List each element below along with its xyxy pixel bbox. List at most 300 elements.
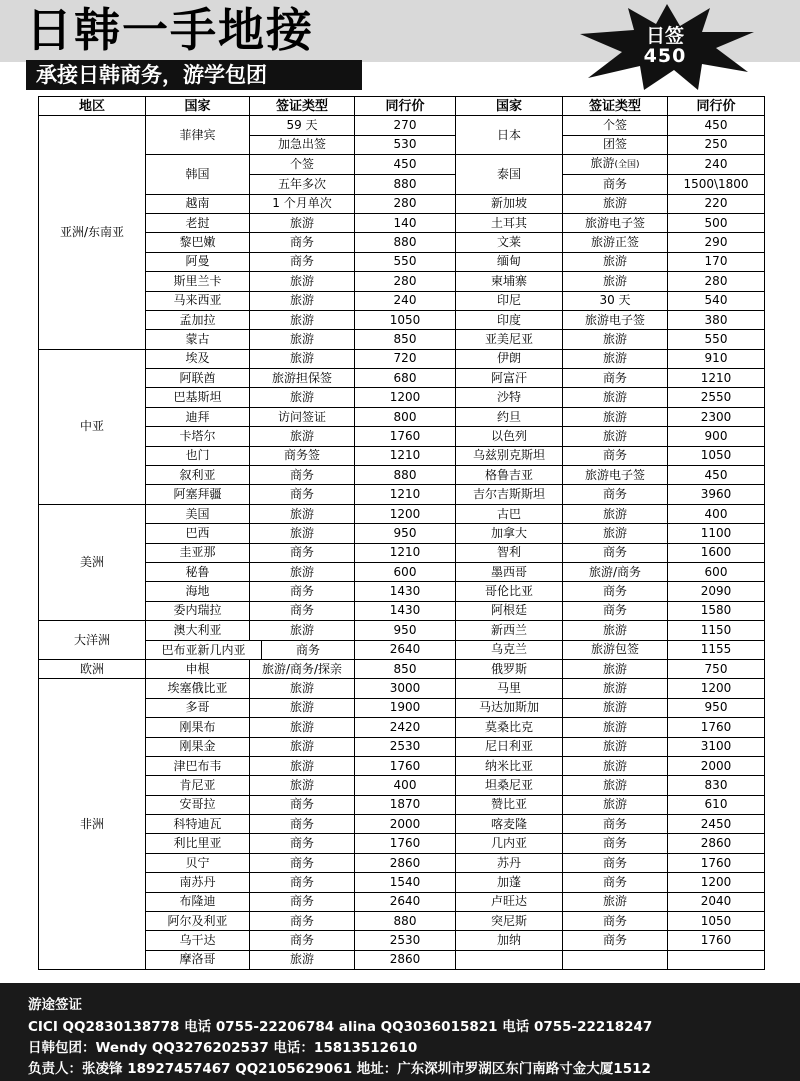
badge-price: 450 — [643, 45, 687, 67]
country-cell: 黎巴嫩 — [146, 233, 250, 252]
price-cell: 2000 — [355, 815, 456, 834]
price-cell: 1200 — [355, 388, 456, 407]
visa-type-cell: 个签 — [563, 116, 668, 135]
price-cell: 880 — [355, 912, 456, 931]
country-cell: 吉尔吉斯斯坦 — [456, 485, 563, 504]
table-row — [39, 659, 765, 678]
header-visa-type: 签证类型 — [250, 97, 355, 116]
country-cell: 澳大利亚 — [146, 621, 250, 640]
country-cell: 斯里兰卡 — [146, 272, 250, 291]
country-cell: 马里 — [456, 679, 563, 698]
visa-type-cell: 旅游担保签 — [250, 369, 355, 388]
table-row — [39, 369, 765, 388]
visa-type-cell: 商务 — [250, 601, 355, 620]
table-row — [39, 291, 765, 310]
country-cell: 南苏丹 — [146, 873, 250, 892]
visa-type-cell: 旅游 — [563, 621, 668, 640]
visa-type-cell: 旅游电子签 — [563, 213, 668, 232]
price-cell: 850 — [355, 330, 456, 349]
price-cell: 2090 — [668, 582, 765, 601]
visa-type-cell: 商务 — [250, 853, 355, 872]
visa-type-cell: 旅游 — [563, 524, 668, 543]
country-cell: 利比里亚 — [146, 834, 250, 853]
price-cell: 2640 — [355, 640, 456, 659]
price-cell: 2530 — [355, 737, 456, 756]
visa-type-cell: 旅游 — [250, 756, 355, 775]
country-cell: 尼日利亚 — [456, 737, 563, 756]
price-cell: 280 — [355, 194, 456, 213]
price-cell: 290 — [668, 233, 765, 252]
table-row — [39, 640, 765, 659]
region-cell: 非洲 — [39, 679, 146, 970]
visa-type-cell: 旅游电子签 — [563, 466, 668, 485]
visa-type-cell: 个签 — [250, 155, 355, 175]
visa-type-cell: 商务 — [250, 815, 355, 834]
visa-type-cell: 旅游 — [250, 330, 355, 349]
region-cell: 亚洲/东南亚 — [39, 116, 146, 349]
price-cell: 380 — [668, 310, 765, 329]
visa-type-cell: 旅游电子签 — [563, 310, 668, 329]
price-cell: 1150 — [668, 621, 765, 640]
country-cell: 坦桑尼亚 — [456, 776, 563, 795]
country-cell: 津巴布韦 — [146, 756, 250, 775]
price-cell: 950 — [355, 524, 456, 543]
price-cell — [668, 950, 765, 969]
price-cell: 280 — [668, 272, 765, 291]
price-cell: 800 — [355, 407, 456, 426]
table-row — [39, 737, 765, 756]
visa-type-cell: 旅游 — [250, 310, 355, 329]
table-row — [39, 621, 765, 640]
country-cell: 纳米比亚 — [456, 756, 563, 775]
country-cell: 申根 — [146, 659, 250, 678]
visa-type-cell: 商务 — [250, 873, 355, 892]
price-cell: 2450 — [668, 815, 765, 834]
price-cell: 1100 — [668, 524, 765, 543]
visa-type-cell: 旅游 — [250, 213, 355, 232]
price-cell: 2300 — [668, 407, 765, 426]
country-cell: 阿尔及利亚 — [146, 912, 250, 931]
visa-type-cell: 旅游 — [250, 291, 355, 310]
visa-type-cell: 旅游 — [563, 892, 668, 911]
price-cell: 2530 — [355, 931, 456, 950]
price-cell: 2860 — [355, 853, 456, 872]
table-row — [39, 853, 765, 872]
visa-type-cell: 商务 — [250, 485, 355, 504]
price-cell: 450 — [668, 466, 765, 485]
country-cell: 贝宁 — [146, 853, 250, 872]
visa-type-cell: 旅游 — [563, 272, 668, 291]
price-cell: 280 — [355, 272, 456, 291]
visa-type-note: (全国) — [614, 160, 640, 171]
price-cell: 1050 — [668, 912, 765, 931]
price-cell: 1200 — [355, 504, 456, 523]
country-cell: 突尼斯 — [456, 912, 563, 931]
visa-type-cell: 商务签 — [250, 446, 355, 465]
visa-type-cell: 商务 — [563, 815, 668, 834]
country-cell: 卡塔尔 — [146, 427, 250, 446]
table-row — [39, 504, 765, 523]
footer-manager-address: 负责人：张凌锋 18927457467 QQ2105629061 地址：广东深圳市罗湖区东门南路寸金大厦1512 — [28, 1061, 651, 1077]
country-cell: 泰国 — [456, 155, 563, 194]
price-cell: 1210 — [355, 485, 456, 504]
america-rows — [39, 504, 765, 620]
visa-type-cell: 商务 — [250, 892, 355, 911]
visa-type-cell: 旅游 — [250, 504, 355, 523]
visa-type-cell: 商务 — [295, 642, 320, 657]
price-cell: 1580 — [668, 601, 765, 620]
table-row — [39, 892, 765, 911]
visa-type-cell: 旅游 — [563, 679, 668, 698]
country-cell: 美国 — [146, 504, 250, 523]
country-cell: 沙特 — [456, 388, 563, 407]
country-cell: 加拿大 — [456, 524, 563, 543]
price-cell: 1500\1800 — [668, 175, 765, 194]
table-row — [39, 718, 765, 737]
country-cell: 迪拜 — [146, 407, 250, 426]
visa-type-cell: 旅游 — [250, 272, 355, 291]
visa-type-cell: 商务 — [250, 931, 355, 950]
price-cell: 1540 — [355, 873, 456, 892]
country-cell: 刚果布 — [146, 718, 250, 737]
visa-type-cell: 商务 — [563, 369, 668, 388]
price-cell: 550 — [355, 252, 456, 271]
country-cell: 马来西亚 — [146, 291, 250, 310]
country-cell: 以色列 — [456, 427, 563, 446]
price-cell: 950 — [355, 621, 456, 640]
price-cell: 750 — [668, 659, 765, 678]
table-row — [39, 776, 765, 795]
table-row — [39, 834, 765, 853]
price-cell: 900 — [668, 427, 765, 446]
visa-type-cell: 旅游 — [563, 504, 668, 523]
country-cell: 布隆迪 — [146, 892, 250, 911]
country-cell: 秘鲁 — [146, 562, 250, 581]
visa-type-cell: 商务 — [563, 175, 668, 194]
central-asia-rows — [39, 349, 765, 504]
country-cell: 阿塞拜疆 — [146, 485, 250, 504]
visa-type-cell: 商务 — [250, 466, 355, 485]
price-cell: 1600 — [668, 543, 765, 562]
country-cell: 阿富汗 — [456, 369, 563, 388]
region-cell: 美洲 — [39, 504, 146, 620]
price-cell: 1200 — [668, 873, 765, 892]
visa-type-cell: 旅游 — [563, 427, 668, 446]
table-row — [39, 407, 765, 426]
country-cell: 柬埔寨 — [456, 272, 563, 291]
price-cell: 270 — [355, 116, 456, 135]
country-cell: 乌干达 — [146, 931, 250, 950]
price-cell: 1210 — [668, 369, 765, 388]
price-cell: 600 — [355, 562, 456, 581]
visa-type-cell: 旅游包签 — [563, 640, 668, 659]
table-row — [39, 446, 765, 465]
country-cell: 格鲁吉亚 — [456, 466, 563, 485]
header-price: 同行价 — [355, 97, 456, 116]
price-cell: 540 — [668, 291, 765, 310]
subtitle-banner: 承接日韩商务，游学包团 — [26, 60, 362, 90]
country-cell: 莫桑比克 — [456, 718, 563, 737]
country-cell: 伊朗 — [456, 349, 563, 368]
table-row — [39, 524, 765, 543]
country-cell: 赞比亚 — [456, 795, 563, 814]
country-cell: 海地 — [146, 582, 250, 601]
country-cell: 摩洛哥 — [146, 950, 250, 969]
country-cell: 阿根廷 — [456, 601, 563, 620]
price-cell: 680 — [355, 369, 456, 388]
country-cell: 喀麦隆 — [456, 815, 563, 834]
price-cell: 500 — [668, 213, 765, 232]
africa-rows — [39, 679, 765, 970]
table-row — [39, 679, 765, 698]
price-cell: 400 — [355, 776, 456, 795]
price-cell: 2640 — [355, 892, 456, 911]
country-cell: 新加坡 — [456, 194, 563, 213]
table-row — [39, 213, 765, 232]
price-cell: 600 — [668, 562, 765, 581]
visa-type-cell: 商务 — [250, 795, 355, 814]
price-cell: 3960 — [668, 485, 765, 504]
visa-type-cell: 商务 — [563, 446, 668, 465]
visa-type-cell: 商务 — [563, 853, 668, 872]
table-row — [39, 873, 765, 892]
table-row — [39, 388, 765, 407]
visa-type-cell: 1 个月单次 — [250, 194, 355, 213]
price-cell: 400 — [668, 504, 765, 523]
country-cell: 缅甸 — [456, 252, 563, 271]
country-cell: 也门 — [146, 446, 250, 465]
visa-type-cell: 旅游 — [250, 776, 355, 795]
table-row — [39, 562, 765, 581]
visa-type-cell: 旅游 — [250, 349, 355, 368]
visa-type-cell: 商务 — [250, 252, 355, 271]
page-title: 日韩一手地接 — [26, 3, 314, 57]
visa-type-cell: 商务 — [563, 543, 668, 562]
visa-type-cell: 旅游 — [563, 718, 668, 737]
visa-type-cell: 商务 — [250, 912, 355, 931]
price-cell: 1760 — [668, 853, 765, 872]
visa-type-cell: 商务 — [250, 543, 355, 562]
country-cell: 新西兰 — [456, 621, 563, 640]
price-cell: 250 — [668, 135, 765, 154]
table-row — [39, 272, 765, 291]
country-cell: 文莱 — [456, 233, 563, 252]
country-cell: 巴西 — [146, 524, 250, 543]
table-row — [39, 698, 765, 717]
country-cell: 委内瑞拉 — [146, 601, 250, 620]
visa-type-cell: 商务 — [563, 834, 668, 853]
table-row — [39, 815, 765, 834]
price-cell: 1870 — [355, 795, 456, 814]
country-cell: 土耳其 — [456, 213, 563, 232]
price-cell: 1760 — [355, 427, 456, 446]
visa-type-cell: 商务 — [250, 834, 355, 853]
country-cell: 马达加斯加 — [456, 698, 563, 717]
country-cell: 亚美尼亚 — [456, 330, 563, 349]
footer-group-contact: 日韩包团：Wendy QQ3276202537 电话：15813512610 — [28, 1040, 418, 1056]
visa-type-cell: 五年多次 — [250, 175, 355, 194]
country-cell: 加蓬 — [456, 873, 563, 892]
visa-type-cell: 旅游/商务 — [563, 562, 668, 581]
visa-type-cell: 旅游 — [563, 756, 668, 775]
price-cell: 2860 — [355, 950, 456, 969]
table-row — [39, 233, 765, 252]
country-cell: 乌克兰 — [456, 640, 563, 659]
price-cell: 1050 — [355, 310, 456, 329]
country-cell: 日本 — [456, 116, 563, 155]
visa-type-cell — [563, 950, 668, 969]
country-cell: 约旦 — [456, 407, 563, 426]
country-cell: 苏丹 — [456, 853, 563, 872]
table-row — [39, 931, 765, 950]
price-cell: 1210 — [355, 543, 456, 562]
table-row — [39, 950, 765, 969]
price-cell: 2000 — [668, 756, 765, 775]
header-country: 国家 — [456, 97, 563, 116]
header-visa-type: 签证类型 — [563, 97, 668, 116]
visa-type-cell: 加急出签 — [250, 135, 355, 154]
header-country: 国家 — [146, 97, 250, 116]
visa-type-cell: 旅游 — [250, 679, 355, 698]
table-row — [39, 194, 765, 213]
price-cell: 2040 — [668, 892, 765, 911]
region-cell: 欧洲 — [39, 659, 146, 678]
country-cell: 巴布亚新几内亚 — [146, 641, 262, 659]
country-cell: 叙利亚 — [146, 466, 250, 485]
table-row — [39, 795, 765, 814]
country-cell: 埃塞俄比亚 — [146, 679, 250, 698]
visa-type-cell: 旅游正签 — [563, 233, 668, 252]
visa-type-cell: 旅游 — [250, 427, 355, 446]
price-cell: 1200 — [668, 679, 765, 698]
visa-type-cell: 旅游 — [563, 698, 668, 717]
country-cell: 越南 — [146, 194, 250, 213]
visa-price-table — [38, 96, 765, 970]
country-cell: 印度 — [456, 310, 563, 329]
price-cell: 1760 — [668, 931, 765, 950]
price-cell: 1900 — [355, 698, 456, 717]
country-cell: 巴基斯坦 — [146, 388, 250, 407]
country-cell: 印尼 — [456, 291, 563, 310]
country-cell: 加纳 — [456, 931, 563, 950]
table-header-row — [39, 97, 765, 116]
country-cell: 蒙古 — [146, 330, 250, 349]
price-cell: 1210 — [355, 446, 456, 465]
price-cell: 880 — [355, 175, 456, 194]
country-cell: 安哥拉 — [146, 795, 250, 814]
price-cell: 1760 — [355, 756, 456, 775]
table-row — [39, 601, 765, 620]
visa-type-cell: 59 天 — [250, 116, 355, 135]
price-cell: 720 — [355, 349, 456, 368]
table-row — [39, 116, 765, 135]
visa-type-cell: 旅游 — [250, 562, 355, 581]
table-row — [39, 155, 765, 175]
visa-type-cell: 旅游 — [563, 407, 668, 426]
visa-type-cell: 团签 — [563, 135, 668, 154]
table-row — [39, 543, 765, 562]
price-cell: 2860 — [668, 834, 765, 853]
visa-type-cell: 旅游 — [563, 659, 668, 678]
visa-type-cell: 商务 — [250, 582, 355, 601]
country-cell: 阿曼 — [146, 252, 250, 271]
price-cell: 850 — [355, 659, 456, 678]
badge-text — [615, 26, 715, 66]
price-cell: 1155 — [668, 640, 765, 659]
visa-type-cell: 商务 — [563, 873, 668, 892]
visa-type-cell: 旅游 — [563, 737, 668, 756]
visa-type-cell: 旅游 — [563, 388, 668, 407]
visa-type-cell: 旅游 — [563, 252, 668, 271]
country-cell: 卢旺达 — [456, 892, 563, 911]
table-row — [39, 310, 765, 329]
visa-type-cell: 旅游 — [250, 698, 355, 717]
visa-type-cell: 旅游 — [250, 718, 355, 737]
header-region: 地区 — [39, 97, 146, 116]
badge-label: 日签 — [645, 25, 684, 47]
visa-type-cell: 旅游 — [563, 349, 668, 368]
footer-company: 游途签证 — [28, 997, 82, 1013]
country-cell: 墨西哥 — [456, 562, 563, 581]
visa-type-cell: 商务 — [250, 233, 355, 252]
price-cell: 880 — [355, 233, 456, 252]
visa-type-cell: 旅游 — [250, 950, 355, 969]
footer-contact-line: CICI QQ2830138778 电话 0755-22206784 alina QQ3036015821 电话 0755-22218247 — [28, 1019, 653, 1035]
table-row — [39, 349, 765, 368]
price-cell: 1430 — [355, 582, 456, 601]
visa-type-cell: 旅游 — [563, 194, 668, 213]
price-cell: 2420 — [355, 718, 456, 737]
country-cell: 科特迪瓦 — [146, 815, 250, 834]
price-cell: 220 — [668, 194, 765, 213]
country-cell: 多哥 — [146, 698, 250, 717]
visa-type-cell: 旅游 — [563, 795, 668, 814]
price-cell: 550 — [668, 330, 765, 349]
price-cell: 880 — [355, 466, 456, 485]
price-cell: 950 — [668, 698, 765, 717]
price-cell: 1050 — [668, 446, 765, 465]
country-cell: 刚果金 — [146, 737, 250, 756]
table-row — [39, 582, 765, 601]
price-cell: 2550 — [668, 388, 765, 407]
visa-type-cell: 旅游 — [563, 776, 668, 795]
country-cell — [456, 950, 563, 969]
visa-type-cell: 访问签证 — [250, 407, 355, 426]
table-row — [39, 330, 765, 349]
country-cell: 菲律宾 — [146, 116, 250, 155]
visa-type-cell: 旅游 — [563, 330, 668, 349]
header-price: 同行价 — [668, 97, 765, 116]
visa-type-cell: 旅游/商务/探亲 — [250, 659, 355, 678]
visa-type-cell: 商务 — [563, 931, 668, 950]
country-cell: 俄罗斯 — [456, 659, 563, 678]
country-cell: 肯尼亚 — [146, 776, 250, 795]
price-cell: 240 — [668, 155, 765, 175]
price-cell: 3100 — [668, 737, 765, 756]
country-cell: 圭亚那 — [146, 543, 250, 562]
visa-type-cell: 旅游 — [250, 621, 355, 640]
region-cell: 中亚 — [39, 349, 146, 504]
country-cell: 乌兹别克斯坦 — [456, 446, 563, 465]
price-cell: 450 — [668, 116, 765, 135]
price-cell: 170 — [668, 252, 765, 271]
table-row — [39, 466, 765, 485]
country-cell: 老挝 — [146, 213, 250, 232]
visa-type-cell: 30 天 — [563, 291, 668, 310]
visa-type-cell: 旅游 — [250, 388, 355, 407]
table-row — [39, 252, 765, 271]
table-row — [39, 485, 765, 504]
